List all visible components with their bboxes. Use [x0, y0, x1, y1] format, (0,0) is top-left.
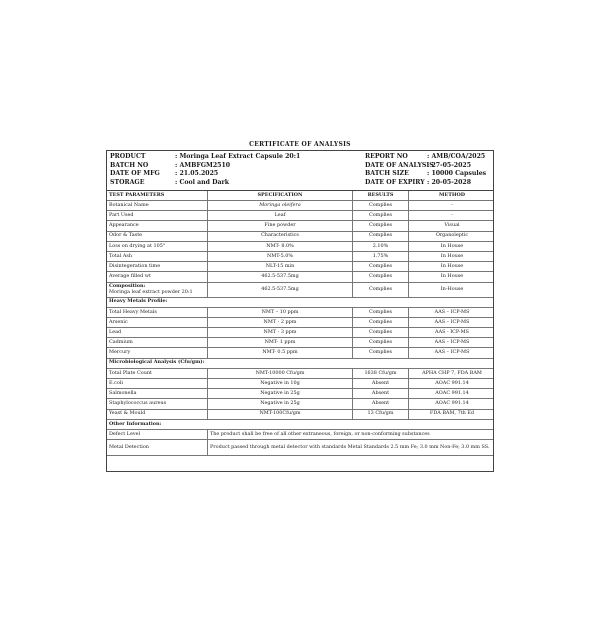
specification: Moringa oleifera: [207, 201, 352, 210]
method: In House: [408, 262, 495, 271]
result: Complies: [352, 328, 408, 337]
table-row: [107, 440, 493, 456]
table-row: [107, 221, 493, 231]
result: Complies: [352, 338, 408, 347]
section-heading: Heavy Metals Profile:: [109, 298, 168, 305]
table-row: [107, 379, 493, 389]
test-parameter: Odor & Taste: [109, 232, 143, 239]
method: AAS – ICP-MS: [408, 348, 495, 357]
test-parameter: Disintegeration time: [109, 262, 161, 269]
table-row: [107, 211, 493, 221]
specification: Characteristics: [207, 232, 352, 241]
section-heading: Microbiological Analysis (Cfu/gm):: [109, 359, 205, 366]
test-parameter: Metal Detection: [109, 443, 149, 450]
test-parameter: Mercury: [109, 349, 131, 356]
method: In-House: [408, 283, 495, 297]
result: Complies: [352, 221, 408, 230]
method: In House: [408, 242, 495, 251]
document-title: CERTIFICATE OF ANALYSIS: [249, 141, 351, 148]
test-parameter: Total Ash: [109, 252, 133, 259]
header-left-label: PRODUCT: [110, 153, 146, 160]
header-right-label: REPORT NO: [365, 153, 408, 160]
result: Complies: [352, 201, 408, 210]
specification: 462.5-537.5mg: [207, 272, 352, 281]
table-row: [107, 242, 493, 252]
test-parameter: [109, 283, 207, 297]
header-right-label: BATCH SIZE: [365, 170, 409, 178]
column-header: RESULTS: [352, 191, 408, 200]
section-row: [107, 420, 493, 430]
header-right-value: : 10000 Capsules: [427, 170, 487, 178]
test-parameter: Staphylococcus aureus: [109, 400, 167, 407]
method: AOAC 991.14: [408, 379, 495, 388]
test-parameter: Average filled wt: [109, 273, 151, 280]
result: 1.75%: [352, 252, 408, 261]
column-header: SPECIFICATION: [207, 191, 352, 200]
result: Complies: [352, 348, 408, 357]
analysis-table: [107, 191, 493, 456]
column-header-row: [107, 191, 493, 201]
test-parameter: Yeast & Mould: [109, 410, 146, 417]
table-row: [107, 272, 493, 282]
specification: NMT- 1 ppm: [207, 338, 352, 347]
test-parameter: Defect Level: [109, 430, 141, 437]
specification: NLT-15 min: [207, 262, 352, 271]
table-row: [107, 318, 493, 328]
test-parameter: Appearance: [109, 222, 139, 229]
test-parameter: E.coli: [109, 379, 123, 386]
method: APHA CHP 7, FDA BAM: [408, 369, 495, 378]
result: Absent: [352, 379, 408, 388]
specification: NMT-100Cfu/gm: [207, 410, 352, 419]
result: Complies: [352, 262, 408, 271]
table-row: [107, 308, 493, 318]
test-parameter: Lead: [109, 328, 122, 335]
parameter-name: Moringa leaf extract powder 20:1: [109, 288, 193, 295]
column-header: TEST PARAMETERS: [109, 191, 165, 198]
specification: NMT- 8.0%: [207, 242, 352, 251]
result: 1638 Cfu/gm: [352, 369, 408, 378]
method: FDA BAM, 7th Ed: [408, 410, 495, 419]
header-left-label: DATE OF MFG: [110, 170, 160, 178]
table-row: [107, 348, 493, 358]
certificate-frame: [106, 150, 494, 472]
specification: 462.5-537.5mg: [207, 283, 352, 297]
method: AAS – ICP-MS: [408, 308, 495, 317]
specification: NMT- 0.5 ppm: [207, 348, 352, 357]
test-parameter: Loss on drying at 105°: [109, 242, 166, 249]
table-row: [107, 262, 493, 272]
method: Visual: [408, 221, 495, 230]
table-row: [107, 430, 493, 440]
result: Complies: [352, 211, 408, 220]
test-parameter: Total Heavy Metals: [109, 308, 157, 315]
header-left-value: : 21.05.2025: [175, 170, 219, 178]
result: Complies: [352, 232, 408, 241]
result: 13 Cfu/gm: [352, 410, 408, 419]
result: Absent: [352, 389, 408, 398]
header-left-value: : AMBFGM2510: [175, 161, 231, 169]
specification: NMT – 10 ppm: [207, 308, 352, 317]
result: 2.10%: [352, 242, 408, 251]
table-row: [107, 389, 493, 399]
header-left-label: BATCH NO: [110, 161, 149, 169]
section-row: [107, 359, 493, 369]
table-row: [107, 399, 493, 409]
method: AOAC 991.14: [408, 399, 495, 408]
table-row: [107, 369, 493, 379]
specification: Negative in 25g: [207, 389, 352, 398]
specification: Negative in 25g: [207, 399, 352, 408]
section-row: [107, 298, 493, 308]
column-header: METHOD: [408, 191, 495, 200]
header-block: [107, 151, 493, 191]
test-parameter: Cadmium: [109, 339, 133, 346]
test-parameter: Arsenic: [109, 318, 128, 325]
table-row: [107, 283, 493, 298]
table-row: [107, 252, 493, 262]
result: Absent: [352, 399, 408, 408]
method: AAS – ICP-MS: [408, 338, 495, 347]
header-right-label: DATE OF EXPIRY: [365, 178, 425, 186]
specification: NMT - 2 ppm: [207, 318, 352, 327]
header-right-value: : 27-05-2025: [427, 161, 472, 169]
method: AAS – ICP-MS: [408, 318, 495, 327]
header-left-label: STORAGE: [110, 178, 145, 186]
specification: Leaf: [207, 211, 352, 220]
specification: NMT-5.0%: [207, 252, 352, 261]
result: Complies: [352, 308, 408, 317]
result: Complies: [352, 318, 408, 327]
specification: Negative in 10g: [207, 379, 352, 388]
specification: NMT-10000 Cfu/gm: [207, 369, 352, 378]
method: AAS - ICP-MS: [408, 328, 495, 337]
result: Complies: [352, 283, 408, 297]
table-row: [107, 232, 493, 242]
table-row: [107, 410, 493, 420]
table-row: [107, 201, 493, 211]
test-parameter: Salmonella: [109, 390, 137, 397]
header-right-value: : AMB/COA/2025: [427, 153, 486, 160]
remark-text: The product shall be free of all other extraneous, foreign, or non-conforming substances: [207, 430, 495, 439]
method: In House: [408, 272, 495, 281]
header-right-value: : 20-05-2028: [427, 178, 472, 186]
table-row: [107, 328, 493, 338]
header-left-value: : Cool and Dark: [175, 178, 230, 186]
method: -: [408, 201, 495, 210]
method: Organoleptic: [408, 232, 495, 241]
specification: Fine powder: [207, 221, 352, 230]
test-parameter: Botanical Name: [109, 201, 149, 208]
test-parameter: Part Used: [109, 212, 134, 219]
result: Complies: [352, 272, 408, 281]
table-row: [107, 338, 493, 348]
header-right-label: DATE OF ANALYSIS: [365, 161, 434, 169]
test-parameter: Total Plate Count: [109, 369, 152, 376]
section-heading: Other Information:: [109, 420, 162, 427]
method: In House: [408, 252, 495, 261]
remark-text: Product passed through metal detector with standards Metal Standards 2.5 mm Fe; 3.0 mm Non-Fe; 3.0 mm SS.: [207, 440, 495, 455]
specification: NMT - 3 ppm: [207, 328, 352, 337]
header-left-value: : Moringa Leaf Extract Capsule 20:1: [175, 153, 301, 160]
method: AOAC 991.14: [408, 389, 495, 398]
method: -: [408, 211, 495, 220]
section-heading: Composition:: [109, 283, 146, 289]
